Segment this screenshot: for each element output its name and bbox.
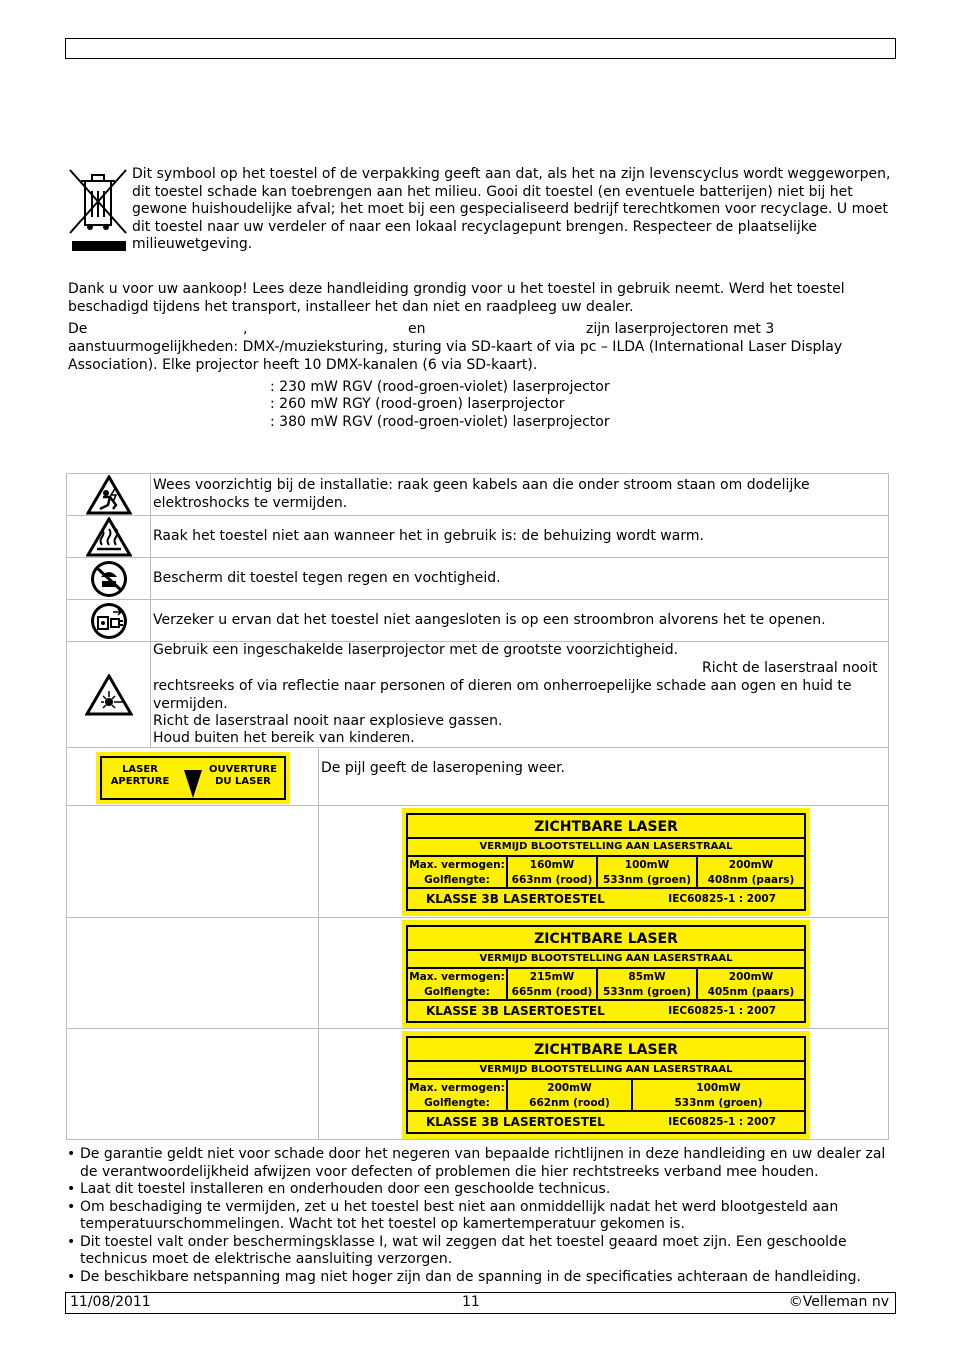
safety-text: Wees voorzichtig bij de installatie: raak geen kabels aan die onder stroom staan om dodelijke elektroshocks te vermijden. (153, 477, 810, 511)
label-iec: IEC60825-1 : 2007 (668, 893, 776, 905)
label-wavelength: 408nm (paars) (707, 874, 795, 886)
label-class: KLASSE 3B LASERTOESTEL (426, 892, 605, 906)
safety-row-shock (67, 474, 888, 516)
intro-comma: , (243, 321, 248, 337)
label-class: KLASSE 3B LASERTOESTEL (426, 1004, 605, 1018)
label-subtitle: VERMIJD BLOOTSTELLING AAN LASERSTRAAL (479, 953, 733, 964)
bullet-item: • Dit toestel valt onder beschermingsklasse I, wat wil zeggen dat het toestel geaard moet zijn. Een geschoolde technicus moet de elektrische aansluiting verzorgen. (66, 1234, 896, 1269)
safety-text: Bescherm dit toestel tegen regen en vochtigheid. (153, 569, 501, 586)
label-wavelength: 663nm (rood) (511, 874, 593, 886)
bullet-item: • De garantie geldt niet voor schade door het negeren van bepaalde richtlijnen in deze handleiding en uw dealer zal de verantwoordelijkheid afwijzen voor defecten of problemen die hier rechtstreeks verband mee houden. (66, 1146, 896, 1181)
label-row-head: Max. vermogen: (409, 971, 505, 983)
laser-label-row (67, 1029, 888, 1139)
label-row-head: Max. vermogen: (409, 859, 505, 871)
unplug-icon (89, 601, 129, 641)
label-wavelength: 665nm (rood) (511, 986, 593, 998)
weee-text: Dit symbool op het toestel of de verpakking geeft aan dat, als het na zijn levenscyclus wordt weggeworpen, dit toestel schade kan toebrengen aan het milieu. Gooi dit toestel (en eventuele batterijen) niet bij het gewone huishoudelijke afval; het moet bij een gespecialiseerd bedrijf terechtkomen voor recyclage. U moet dit toestel naar uw verdeler of naar een lokaal recyclagepunt brengen. Respecteer de plaatselijke milieuwetgeving. (132, 166, 891, 252)
safety-row-aperture (67, 748, 888, 806)
icon-cell (67, 600, 151, 641)
label-iec: IEC60825-1 : 2007 (668, 1005, 776, 1017)
laser-safety-line: rechtsreeks of via reflectie naar personen of dieren om onherroepelijke schade aan ogen en huid te vermijden. (153, 678, 852, 712)
laser-safety-line: Richt de laserstraal nooit (702, 660, 878, 676)
laser-aperture-label (96, 752, 290, 804)
label-wavelength: 533nm (groen) (602, 874, 692, 886)
icon-cell (67, 474, 151, 515)
safety-text: Raak het toestel niet aan wanneer het in gebruik is: de behuizing wordt warm. (153, 527, 704, 544)
label-title: ZICHTBARE LASER (408, 815, 804, 839)
label-subtitle: VERMIJD BLOOTSTELLING AAN LASERSTRAAL (479, 841, 733, 852)
electric-shock-warning-icon (86, 475, 132, 515)
intro-de: De (68, 321, 88, 337)
label-cell (320, 1029, 888, 1139)
label-row-head: Golflengte: (424, 1097, 490, 1109)
laser-label-row (67, 806, 888, 918)
label-cell (320, 918, 888, 1028)
model-cell (67, 1029, 319, 1139)
hot-surface-warning-icon (86, 517, 132, 557)
bullet-item: • Om beschadiging te vermijden, zet u het toestel best niet aan onmiddellijk nadat het werd blootgesteld aan temperatuurschommelingen. Wacht tot het toestel op kamertemperatuur gekomen is. (66, 1199, 896, 1234)
footer-brand: ©Velleman nv (788, 1294, 889, 1310)
model-spec: : 230 mW RGV (rood-groen-violet) laserprojector (270, 379, 610, 395)
header-box (65, 38, 896, 59)
safety-bullet-list (66, 1146, 896, 1286)
label-iec: IEC60825-1 : 2007 (668, 1116, 776, 1128)
label-wavelength: 405nm (paars) (707, 986, 795, 998)
model-cell (67, 806, 319, 917)
label-power: 200mW (728, 859, 774, 871)
label-subtitle: VERMIJD BLOOTSTELLING AAN LASERSTRAAL (479, 1064, 733, 1075)
bullet-item: • Laat dit toestel installeren en onderhouden door een geschoolde technicus. (66, 1181, 896, 1199)
intro-paragraph: Dank u voor uw aankoop! Lees deze handleiding grondig voor u het toestel in gebruik neemt. Werd het toestel beschadigd tijdens het transport, installeer het dan niet en raadpleeg uw dealer. (68, 281, 845, 315)
laser-warning-label (402, 920, 810, 1028)
label-power: 200mW (547, 1082, 592, 1094)
page-number: 11 (462, 1294, 480, 1310)
label-row-head: Golflengte: (424, 986, 490, 998)
arrow-down-icon (184, 770, 202, 798)
laser-warning-label (402, 808, 810, 916)
label-title: ZICHTBARE LASER (408, 927, 804, 951)
model-spec: : 260 mW RGY (rood-groen) laserprojector (270, 396, 565, 412)
laser-label-row (67, 918, 888, 1029)
footer-date: 11/08/2011 (70, 1294, 151, 1310)
aperture-left-text: LASER APERTURE (110, 764, 170, 787)
laser-safety-line: Richt de laserstraal nooit naar explosieve gassen. (153, 713, 503, 729)
safety-text: Verzeker u ervan dat het toestel niet aangesloten is op een stroombron alvorens het te openen. (153, 611, 826, 628)
intro-description: aanstuurmogelijkheden: DMX-/muzieksturing, sturing via SD-kaart of via pc – ILDA (International Laser Display Association). Elke projector heeft 10 DMX-kanalen (6 via SD-kaart). (68, 339, 843, 373)
safety-row-unplug (67, 600, 888, 642)
laser-warning-icon (85, 674, 133, 716)
icon-cell (67, 558, 151, 599)
safety-row-hot (67, 516, 888, 558)
no-rain-icon (89, 559, 129, 599)
label-power: 100mW (624, 859, 670, 871)
laser-safety-line: Gebruik een ingeschakelde laserprojector met de grootste voorzichtigheid. (153, 642, 679, 658)
aperture-right-text: OUVERTURE DU LASER (209, 764, 277, 787)
safety-table (66, 473, 889, 1140)
safety-row-laser (67, 642, 888, 748)
icon-cell (67, 642, 151, 747)
aperture-cell (67, 748, 319, 805)
intro-rest: zijn laserprojectoren met 3 (586, 321, 775, 337)
label-wavelength: 533nm (groen) (602, 986, 692, 998)
label-row-head: Max. vermogen: (409, 1082, 505, 1094)
label-power: 85mW (628, 971, 666, 983)
bullet-item: • De beschikbare netspanning mag niet hoger zijn dan de spanning in de specificaties achteraan de handleiding. (66, 1269, 896, 1287)
model-spec: : 380 mW RGV (rood-groen-violet) laserprojector (270, 414, 610, 430)
label-power: 215mW (529, 971, 575, 983)
laser-warning-label (402, 1031, 810, 1139)
label-title: ZICHTBARE LASER (408, 1038, 804, 1062)
label-wavelength: 533nm (groen) (674, 1097, 763, 1109)
label-wavelength: 662nm (rood) (529, 1097, 610, 1109)
weee-bin-icon (68, 167, 128, 255)
label-power: 100mW (696, 1082, 741, 1094)
safety-row-rain (67, 558, 888, 600)
label-class: KLASSE 3B LASERTOESTEL (426, 1115, 605, 1129)
aperture-text: De pijl geeft de laseropening weer. (321, 760, 565, 776)
intro-en: en (408, 321, 426, 337)
label-cell (320, 806, 888, 917)
footer (65, 1292, 896, 1314)
label-power: 160mW (529, 859, 575, 871)
model-cell (67, 918, 319, 1028)
laser-safety-line: Houd buiten het bereik van kinderen. (153, 730, 415, 746)
icon-cell (67, 516, 151, 557)
label-power: 200mW (728, 971, 774, 983)
label-row-head: Golflengte: (424, 874, 490, 886)
